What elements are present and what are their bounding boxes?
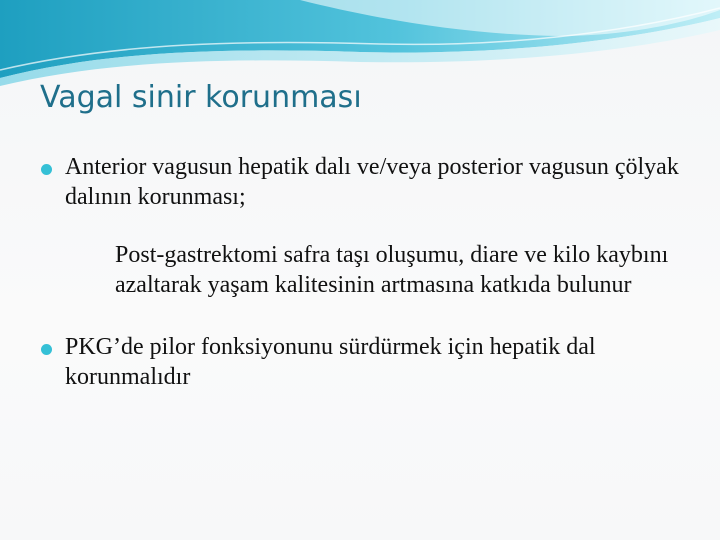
sub-paragraph: Post-gastrektomi safra taşı oluşumu, diare ve kilo kaybını azaltarak yaşam kalitesinin artmasına katkıda bulunur bbox=[115, 242, 669, 298]
bullet-item bbox=[40, 152, 700, 212]
bullet-dot-icon bbox=[41, 164, 52, 175]
slide-content bbox=[40, 152, 700, 392]
slide-title: Vagal sinir korunması bbox=[40, 80, 362, 115]
bullet-item bbox=[40, 332, 700, 392]
bullet-text: PKG’de pilor fonksiyonunu sürdürmek için hepatik dal korunmalıdır bbox=[65, 334, 596, 390]
bullet-text: Anterior vagusun hepatik dalı ve/veya posterior vagusun çölyak dalının korunması; bbox=[65, 154, 679, 210]
bullet-dot-icon bbox=[41, 344, 52, 355]
header-wave-decoration bbox=[0, 0, 720, 90]
